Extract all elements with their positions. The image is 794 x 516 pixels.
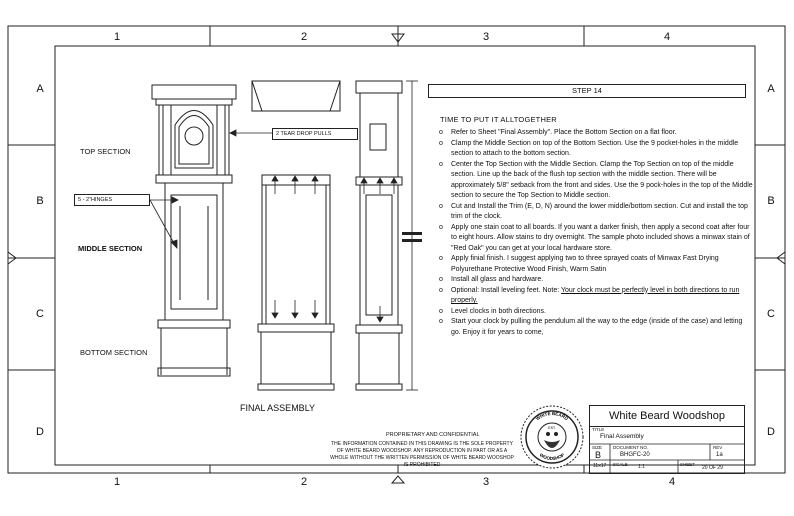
zone-col-2-bottom: 2 (300, 476, 308, 488)
instruction-steps (437, 128, 753, 338)
final-assembly-caption: FINAL ASSEMBLY (240, 403, 316, 413)
step-item: o Clamp the Middle Section on top of the Bottom Section. Use the 9 pocket-holes in the middle section to attach to the bottom section. (437, 139, 753, 160)
paper-size: 11x17 (593, 463, 607, 469)
top-section-label: TOP SECTION (80, 147, 131, 156)
instructions-title: TIME TO PUT IT ALLTOGETHER (440, 115, 557, 124)
logo-bottom-text: WOODSHOP (538, 452, 566, 462)
sheet-size: B (595, 450, 602, 460)
bottom-section-label: BOTTOM SECTION (80, 348, 148, 357)
zone-row-a-left: A (36, 83, 44, 95)
drawing-title: Final Assembly (600, 433, 644, 440)
hinges-callout: 5 - 2"HINGES (74, 194, 150, 206)
optional-prefix: Optional: Install leveling feet. Note: (451, 286, 561, 294)
step-item: o Apply finial finish. I suggest applying two to three sprayed coats of Minwax Fast Drying Polyurethane Protective Wood Finish, Warm Satin (437, 254, 753, 275)
title-label: TITLE (592, 427, 605, 432)
title-block (589, 405, 745, 474)
logo-center-text: EST. (548, 426, 556, 430)
doc-no-label: DOCUMENT NO. (613, 445, 649, 450)
rev-label: REV (713, 445, 723, 450)
doc-no: BHGFC-20 (620, 452, 650, 458)
zone-row-d-left: D (36, 426, 44, 438)
step-item: o Refer to Sheet "Final Assembly". Place the Bottom Section on a flat floor. (437, 128, 753, 139)
revision: 1a (716, 452, 723, 458)
woodshop-logo (517, 404, 587, 470)
logo-top-text: WHITE BEARD (534, 410, 570, 422)
zone-row-a-right: A (767, 83, 775, 95)
zone-col-2-top: 2 (300, 31, 308, 43)
zone-col-1-bottom: 1 (113, 476, 121, 488)
zone-col-3-top: 3 (482, 31, 490, 43)
step-item: o Install all glass and hardware. (437, 275, 753, 286)
sheet-number: 20 OF 29 (702, 465, 723, 471)
zone-col-4-bottom: 4 (668, 476, 676, 488)
step-item-optional (437, 286, 753, 307)
zone-col-1-top: 1 (113, 31, 121, 43)
optional-note: Your clock must be perfectly level in both directions to run properly. (451, 286, 740, 304)
step-item: o Center the Top Section with the Middle Section. Clamp the Top Section on top of the middle section. Line up the back of the flush top section with the middle section. There will be approximately 5/8" setback from the front and sides. Use the 9 pock-holes in the top of the Middle section to secure the Top Section to Middle section. (437, 160, 753, 202)
zone-col-3-bottom: 3 (482, 476, 490, 488)
proprietary-title: PROPRIETARY AND CONFIDENTIAL (386, 432, 480, 438)
scale-label: SCALE (613, 462, 628, 467)
pulls-callout: 2 TEAR DROP PULLS (272, 128, 358, 140)
sheet-label: SHEET (680, 462, 696, 467)
step-item: o Apply one stain coat to all boards. If you want a darker finish, then apply a second coat after four to eight hours. Allow stains to dry overnight. The sample photo included shows a minwax stain of "Red Oak" you can get at your local hardware store. (437, 223, 753, 255)
scale: 1:1 (638, 464, 645, 470)
step-item: o Start your clock by pulling the pendulum all the way to the edge (inside of the case) and letting go. Enjoy it for years to come, (437, 317, 753, 338)
proprietary-body: THE INFORMATION CONTAINED IN THIS DRAWING IS THE SOLE PROPERTY OF WHITE BEARD WOODSHOP. ANY REPRODUCTION IN PART OR AS A WHOLE WITHOUT THE WRITTEN PERMISSION OF WHITE BEARD WOOSHOP IS PROHIBITED (330, 441, 514, 468)
company-name: White Beard Woodshop (590, 406, 744, 427)
zone-col-4-top: 4 (663, 31, 671, 43)
zone-row-b-right: B (767, 195, 775, 207)
step-item: o Level clocks in both directions. (437, 307, 753, 318)
zone-row-d-right: D (767, 426, 775, 438)
middle-section-label: MIDDLE SECTION (78, 244, 143, 253)
step-header: STEP 14 (428, 84, 746, 98)
step-item: o Cut and Install the Trim (E, D, N) around the lower middle/bottom section. Cut and install the top trim of the clock. (437, 202, 753, 223)
zone-row-c-right: C (767, 308, 775, 320)
zone-row-b-left: B (36, 195, 44, 207)
size-label: SIZE (592, 445, 603, 450)
zone-row-c-left: C (36, 308, 44, 320)
